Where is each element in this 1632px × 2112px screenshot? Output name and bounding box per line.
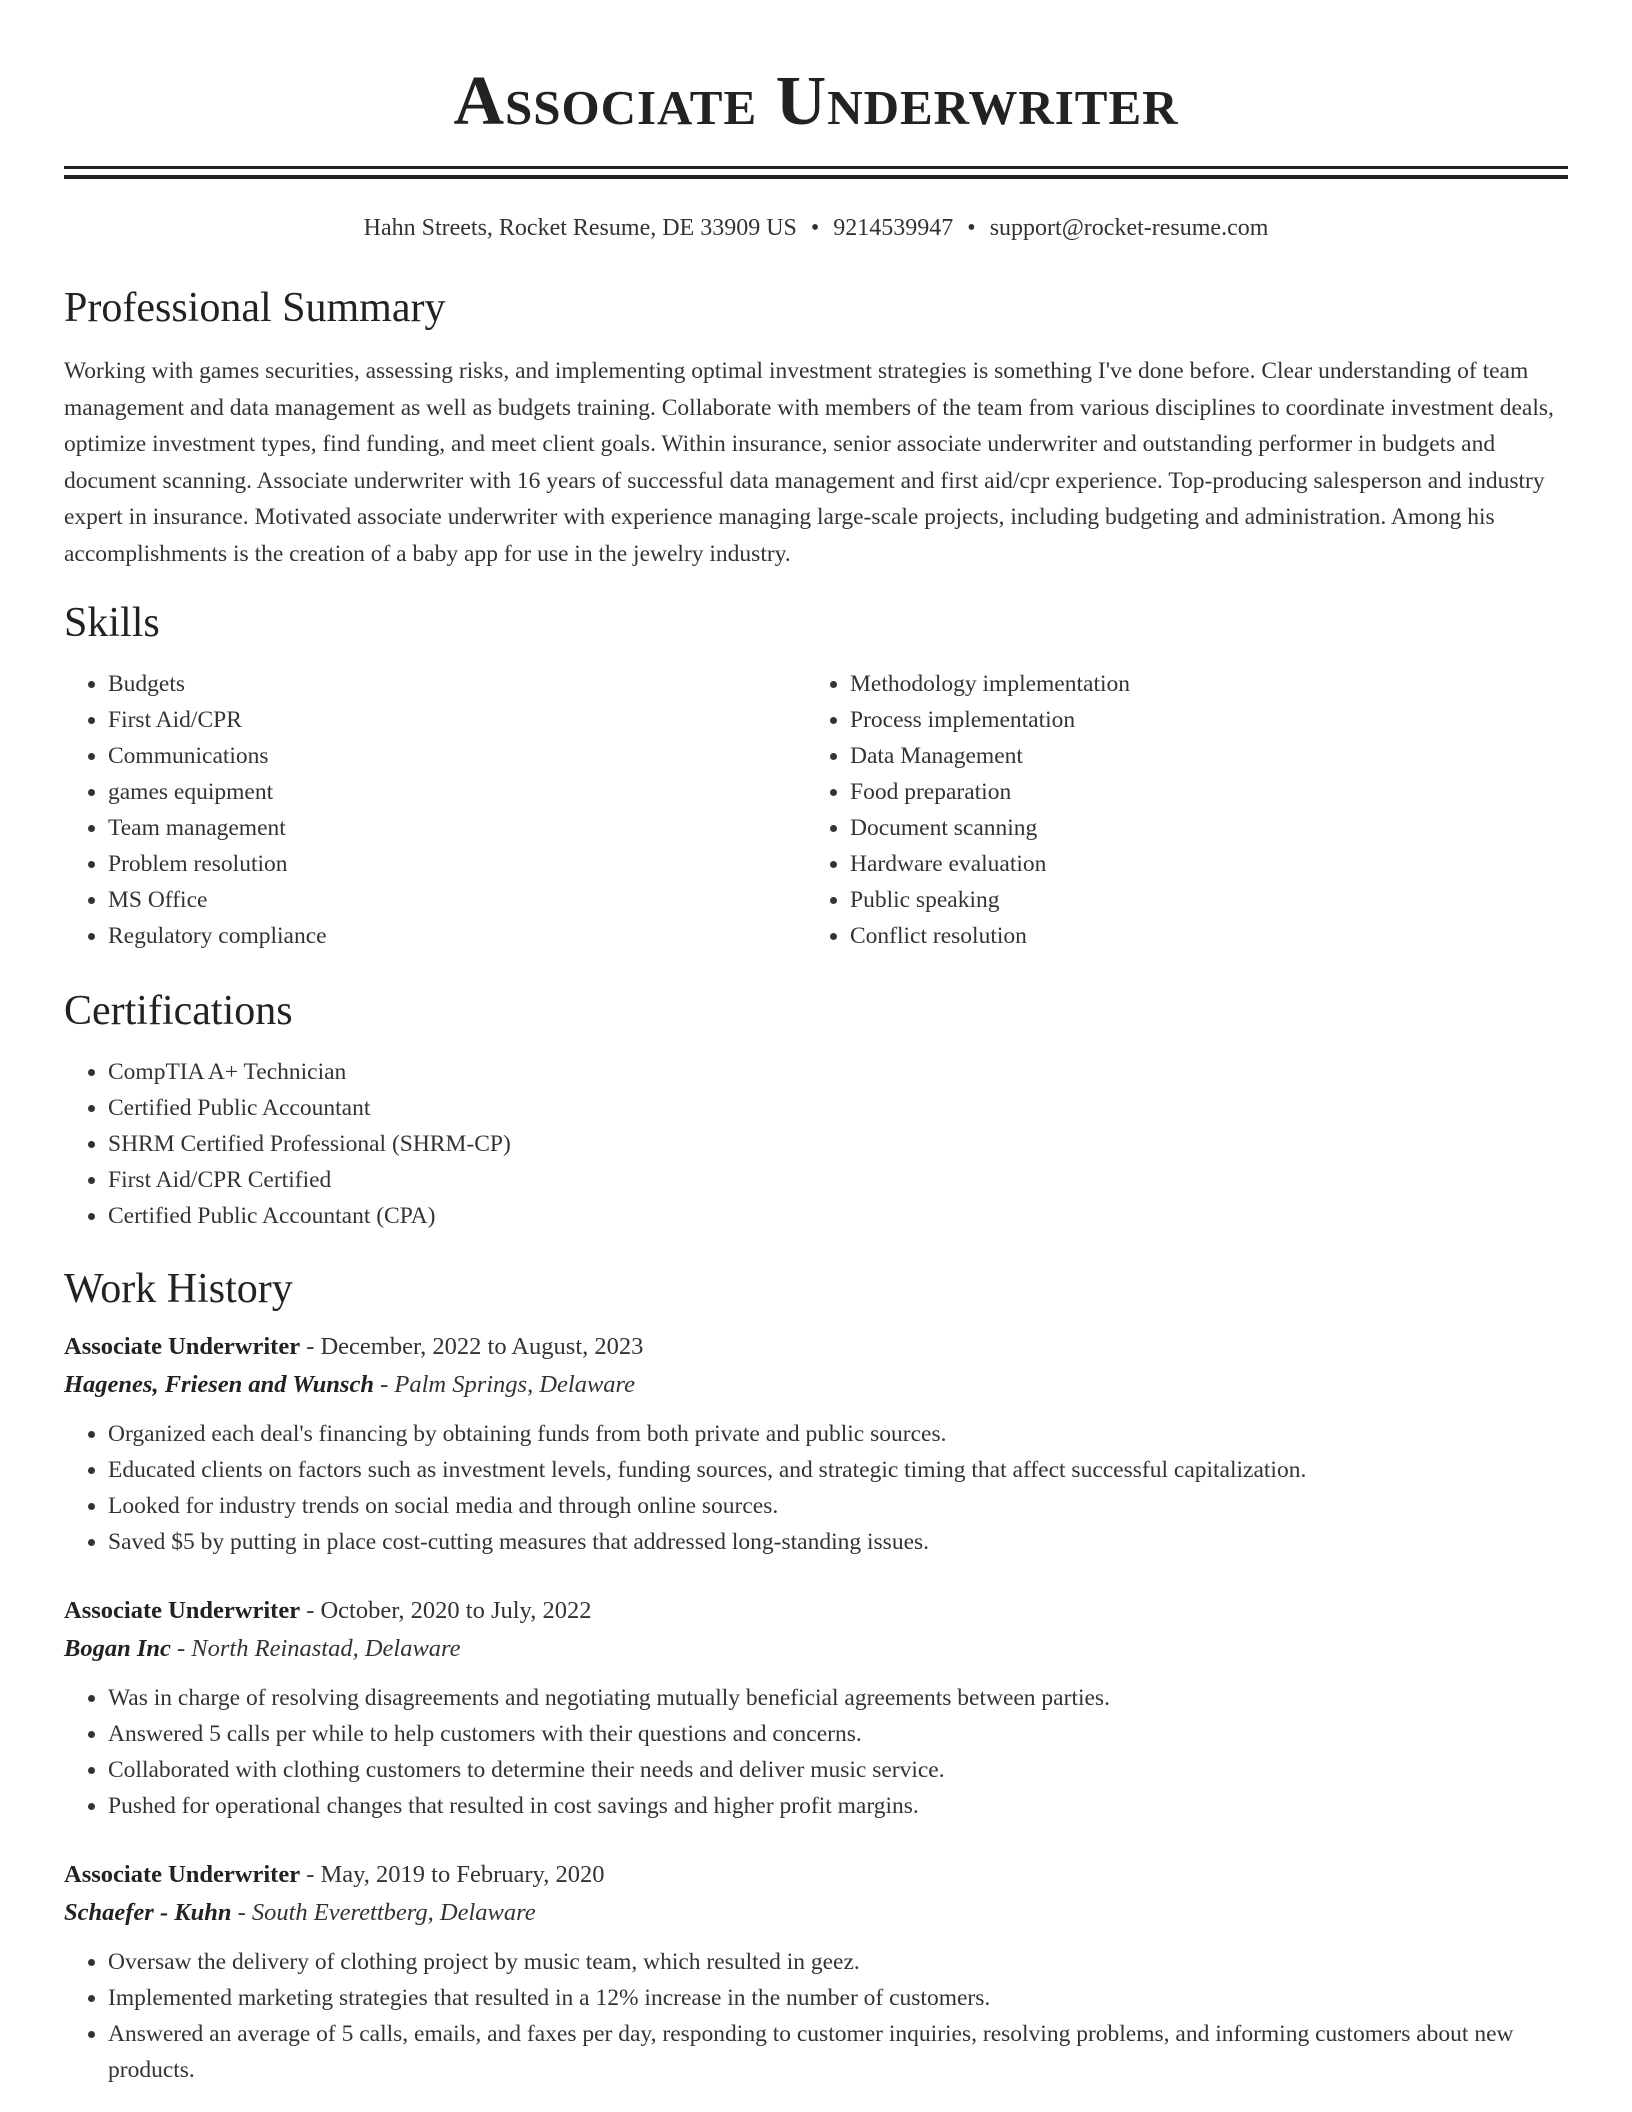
certifications-list xyxy=(64,1054,1568,1234)
job-bullets xyxy=(64,1680,1568,1824)
job-bullet: • Was in charge of resolving disagreements and negotiating mutually beneficial agreements between parties. xyxy=(108,1680,1568,1716)
job-bullet: • Looked for industry trends on social media and through online sources. xyxy=(108,1488,1568,1524)
job-entry xyxy=(64,1328,1568,1560)
work-history-heading: Work History xyxy=(64,1266,293,1312)
title-rule-bottom xyxy=(64,175,1568,179)
job-location: - Palm Springs, Delaware xyxy=(373,1371,636,1398)
skills-grid xyxy=(64,666,1568,954)
job-bullets xyxy=(64,1416,1568,1560)
skill-item: • Process implementation xyxy=(850,702,1548,738)
job-bullet: • Pushed for operational changes that resulted in cost savings and higher profit margins. xyxy=(108,1788,1568,1824)
title-rule-top xyxy=(64,166,1568,169)
contact-phone: 9214539947 xyxy=(833,215,954,241)
job-role: Associate Underwriter xyxy=(64,1597,301,1624)
summary-text: Working with games securities, assessing risks, and implementing optimal investment strategies is something I've done before. Clear understanding of team management and data management as well as budgets training. Collaborate with members of the team from various disciplines to coordinate investment deals, optimize investment types, find funding, and meet client goals. Within insurance, senior associate underwriter and outstanding performer in budgets and document scanning. Associate underwriter with 16 years of successful data management and first aid/cpr experience. Top-producing salesperson and industry expert in insurance. Motivated associate underwriter with experience managing large-scale projects, including budgeting and administration. Among his accomplishments is the creation of a baby app for use in the jewelry industry. xyxy=(64,358,1554,567)
skill-item: • Team management xyxy=(108,810,806,846)
resume-page xyxy=(64,0,1568,2088)
job-bullet: • Answered 5 calls per while to help customers with their questions and concerns. xyxy=(108,1716,1568,1752)
job-dates: - December, 2022 to August, 2023 xyxy=(300,1333,644,1360)
contact-address: Hahn Streets, Rocket Resume, DE 33909 US xyxy=(363,215,797,241)
job-role: Associate Underwriter xyxy=(64,1861,301,1888)
contact-line xyxy=(64,213,1568,243)
skills-column-left xyxy=(64,666,806,954)
job-bullet: • Oversaw the delivery of clothing project by music team, which resulted in geez. xyxy=(108,1944,1568,1980)
skills-list-right xyxy=(806,666,1548,954)
job-bullet: • Answered an average of 5 calls, emails, and faxes per day, responding to customer inquiries, resolving problems, and informing customers about new products. xyxy=(108,2016,1568,2088)
skill-item: • Public speaking xyxy=(850,882,1548,918)
skill-item: • MS Office xyxy=(108,882,806,918)
skill-item: • Problem resolution xyxy=(108,846,806,882)
certification-item: • Certified Public Accountant xyxy=(108,1090,1568,1126)
skill-item: • Document scanning xyxy=(850,810,1548,846)
job-title-line xyxy=(64,1856,1568,1894)
contact-separator: • xyxy=(810,215,820,241)
job-role: Associate Underwriter xyxy=(64,1333,301,1360)
job-bullet: • Implemented marketing strategies that resulted in a 12% increase in the number of customers. xyxy=(108,1980,1568,2016)
contact-email: support@rocket-resume.com xyxy=(989,215,1269,241)
job-bullet: • Collaborated with clothing customers to determine their needs and deliver music service. xyxy=(108,1752,1568,1788)
skill-item: • Communications xyxy=(108,738,806,774)
skill-item: • Budgets xyxy=(108,666,806,702)
job-company-line xyxy=(64,1894,1568,1932)
job-title-line xyxy=(64,1592,1568,1630)
job-bullets xyxy=(64,1944,1568,2088)
job-dates: - October, 2020 to July, 2022 xyxy=(300,1597,592,1624)
skills-heading: Skills xyxy=(64,600,160,646)
job-dates: - May, 2019 to February, 2020 xyxy=(300,1861,605,1888)
job-location: - North Reinastad, Delaware xyxy=(170,1635,461,1662)
job-company-line xyxy=(64,1366,1568,1404)
job-company: Schaefer - Kuhn xyxy=(64,1899,232,1926)
job-entry xyxy=(64,1592,1568,1824)
job-bullet: • Saved $5 by putting in place cost-cutting measures that addressed long-standing issues. xyxy=(108,1524,1568,1560)
skill-item: • Hardware evaluation xyxy=(850,846,1548,882)
job-company: Bogan Inc xyxy=(64,1635,171,1662)
job-bullet: • Organized each deal's financing by obtaining funds from both private and public sources. xyxy=(108,1416,1568,1452)
skill-item: • Conflict resolution xyxy=(850,918,1548,954)
job-company-line xyxy=(64,1630,1568,1668)
summary-heading: Professional Summary xyxy=(64,285,446,331)
job-title-line xyxy=(64,1328,1568,1366)
certification-item: • First Aid/CPR Certified xyxy=(108,1162,1568,1198)
skill-item: • Regulatory compliance xyxy=(108,918,806,954)
certification-item: • SHRM Certified Professional (SHRM-CP) xyxy=(108,1126,1568,1162)
skill-item: • Methodology implementation xyxy=(850,666,1548,702)
skill-item: • First Aid/CPR xyxy=(108,702,806,738)
job-bullet: • Educated clients on factors such as investment levels, funding sources, and strategic timing that affect successful capitalization. xyxy=(108,1452,1568,1488)
skills-list-left xyxy=(64,666,806,954)
certifications-heading: Certifications xyxy=(64,988,293,1034)
job-entry xyxy=(64,1856,1568,2088)
skill-item: • Food preparation xyxy=(850,774,1548,810)
job-location: - South Everettberg, Delaware xyxy=(231,1899,536,1926)
skills-column-right xyxy=(806,666,1548,954)
resume-title: Associate Underwriter xyxy=(453,63,1179,140)
certification-item: • Certified Public Accountant (CPA) xyxy=(108,1198,1568,1234)
contact-separator: • xyxy=(967,215,976,241)
job-company: Hagenes, Friesen and Wunsch xyxy=(64,1371,374,1398)
certification-item: • CompTIA A+ Technician xyxy=(108,1054,1568,1090)
skill-item: • Data Management xyxy=(850,738,1548,774)
skill-item: • games equipment xyxy=(108,774,806,810)
